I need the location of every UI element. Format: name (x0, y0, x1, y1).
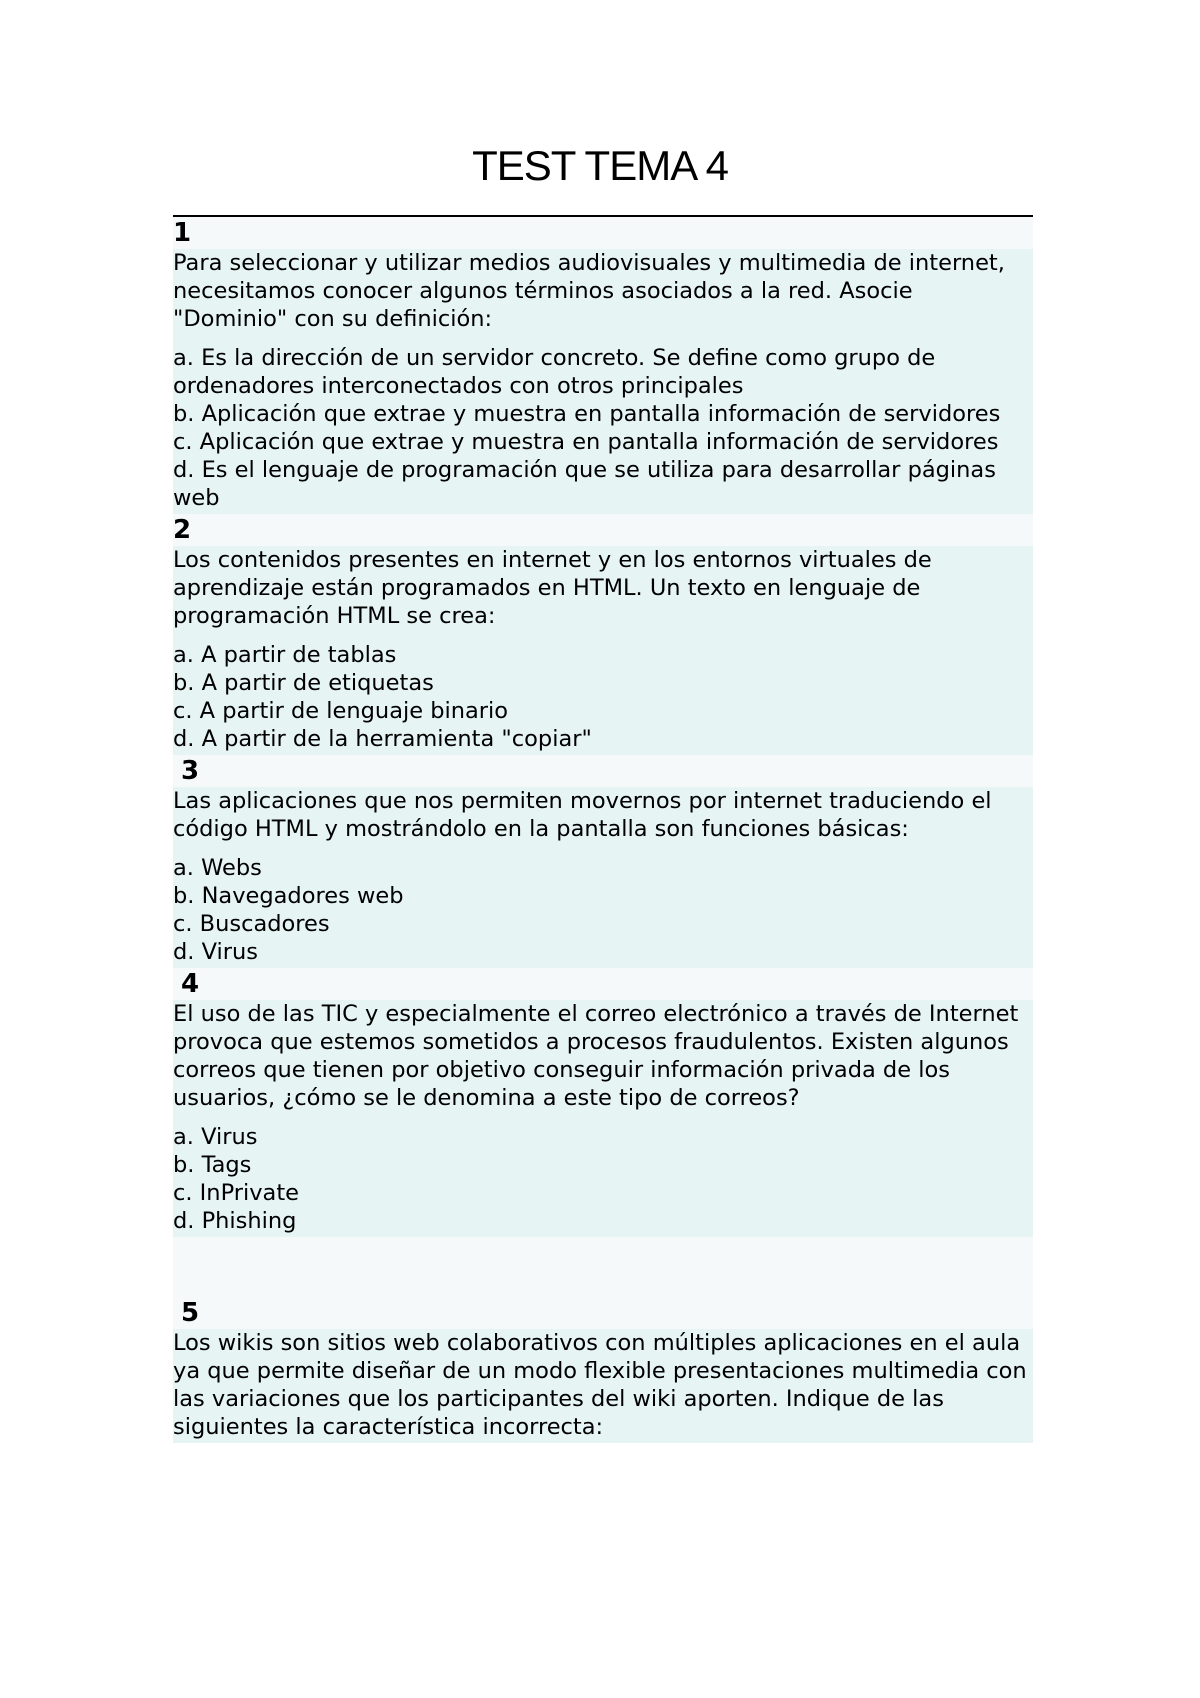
question-block (173, 787, 1033, 968)
answer-option: a. Webs (173, 855, 262, 881)
question-text: Los wikis son sitios web colaborativos con múltiples aplicaciones en el aula ya que permite diseñar de un modo flexible presentaciones multimedia con las variaciones que los participantes del wiki aporten. Indique de las siguientes la característica incorrecta: (173, 1330, 1027, 1440)
question-text: Las aplicaciones que nos permiten movernos por internet traduciendo el código HTML y mostrándolo en la pantalla son funciones básicas: (173, 788, 992, 842)
question-block (173, 249, 1033, 514)
question-block (173, 1000, 1033, 1237)
question-number: 2 (173, 514, 1033, 546)
answer-option: b. A partir de etiquetas (173, 670, 434, 696)
question-text: Para seleccionar y utilizar medios audiovisuales y multimedia de internet, necesitamos conocer algunos términos asociados a la red. Asocie "Dominio" con su definición: (173, 250, 1005, 332)
question-number: 3 (173, 755, 1033, 787)
answer-option: c. A partir de lenguaje binario (173, 698, 509, 724)
question-number: 4 (173, 968, 1033, 1000)
question-list (173, 217, 1033, 1443)
answer-option: c. InPrivate (173, 1180, 300, 1206)
answer-option: d. Phishing (173, 1208, 297, 1234)
answer-option: b. Navegadores web (173, 883, 404, 909)
question-number: 5 (181, 1298, 200, 1328)
question-block (173, 546, 1033, 755)
page-title: TEST TEMA 4 (472, 142, 728, 189)
answer-option: b. Aplicación que extrae y muestra en pantalla información de servidores (173, 401, 1001, 427)
answer-option: a. A partir de tablas (173, 642, 397, 668)
question-text: El uso de las TIC y especialmente el correo electrónico a través de Internet provoca que estemos sometidos a procesos fraudulentos. Existen algunos correos que tienen por objetivo conseguir información privada de los usuarios, ¿cómo se le denomina a este tipo de correos? (173, 1001, 1019, 1111)
answer-option: b. Tags (173, 1152, 252, 1178)
question-number-row (173, 1237, 1033, 1329)
answer-option: d. A partir de la herramienta "copiar" (173, 726, 592, 752)
question-number: 1 (173, 217, 1033, 249)
answer-option: a. Es la dirección de un servidor concreto. Se define como grupo de ordenadores interconectados con otros principales (173, 345, 936, 399)
answer-option: d. Es el lenguaje de programación que se utiliza para desarrollar páginas web (173, 457, 996, 511)
answer-option: d. Virus (173, 939, 258, 965)
question-text: Los contenidos presentes en internet y en los entornos virtuales de aprendizaje están programados en HTML. Un texto en lenguaje de programación HTML se crea: (173, 547, 932, 629)
answer-option: c. Aplicación que extrae y muestra en pantalla información de servidores (173, 429, 999, 455)
answer-option: c. Buscadores (173, 911, 330, 937)
question-block (173, 1329, 1033, 1443)
answer-option: a. Virus (173, 1124, 258, 1150)
